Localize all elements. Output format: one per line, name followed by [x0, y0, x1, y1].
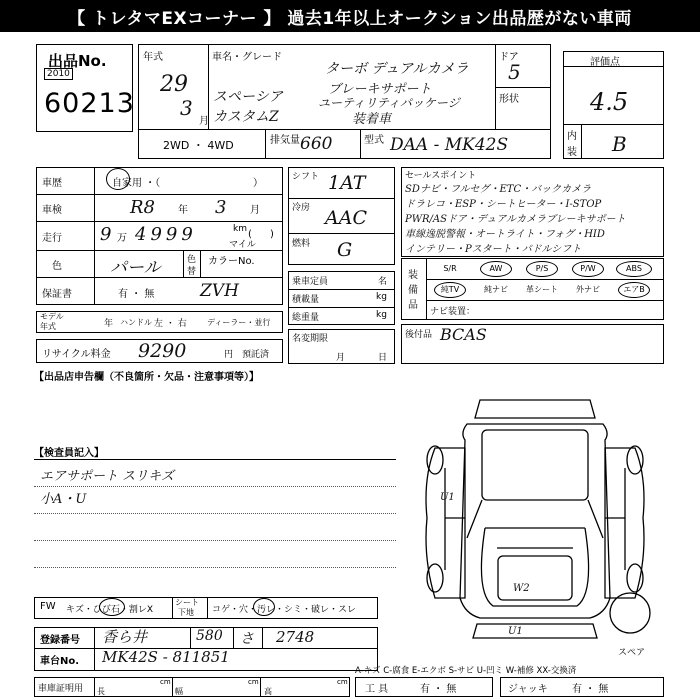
ac-value: AAC: [325, 207, 367, 229]
cc-label: 排気量: [270, 135, 300, 146]
color-code: ZVH: [200, 281, 239, 301]
chassis-label: 車台No.: [40, 656, 80, 667]
warranty-label: 保証書: [42, 289, 72, 300]
lot-label: 出品No.: [48, 52, 107, 70]
gross-label: 総重量: [292, 313, 320, 323]
fw-text-2: コゲ・穴・汚レ・シミ・破レ・スレ: [212, 605, 357, 615]
score-label: 評価点: [590, 57, 620, 68]
cert-dim-length: 長: [97, 687, 105, 696]
ac-label: 冷房: [292, 203, 311, 213]
jack-label: ジャッキ: [508, 684, 548, 695]
door-label: ドア: [499, 52, 519, 63]
inspector-title: 【検査員記入】: [34, 448, 104, 459]
capacity-unit: 名: [378, 277, 388, 287]
car-name: スペーシア: [213, 89, 283, 105]
car-roof-outline: [475, 400, 595, 418]
equip-ps-circle: [526, 261, 558, 277]
equip-ps: P/S: [535, 264, 549, 273]
history-circle: [106, 168, 130, 190]
score-value: 4.5: [590, 88, 629, 116]
plate-number: 2748: [276, 628, 315, 646]
inspection-label: 車検: [42, 205, 62, 216]
warranty-options: 有 ・ 無: [118, 289, 155, 300]
cert-dim-height: 高: [264, 687, 272, 696]
inspector-note-1: エアサポート スリキズ: [40, 469, 174, 484]
grade-4: 装着車: [352, 112, 392, 127]
recycle-label: リサイクル料金: [42, 349, 111, 360]
diagram-mark-1: U1: [440, 492, 455, 503]
cc-value: 660: [300, 134, 333, 154]
year-value: 29: [160, 72, 188, 97]
history-label: 車歴: [42, 178, 62, 189]
type-label: 型式: [364, 135, 384, 146]
sales-line-5: インテリー・Pスタート・パドルシフト: [405, 244, 582, 255]
fw-text-1: キズ・ひび石・割レX: [66, 605, 153, 615]
drive-label: 2WD ・ 4WD: [163, 139, 234, 152]
mileage-rest: 4999: [135, 224, 197, 245]
recycle-value: 9290: [138, 340, 187, 362]
navi-label: ナビ装置：: [430, 307, 476, 317]
grade-1: ターボ デュアルカメラ: [325, 61, 469, 77]
equip-pw-circle: [572, 261, 604, 277]
report-title: 【出品店申告欄（不良箇所・欠品・注意事項等）】: [34, 372, 259, 383]
jack-options: 有 ・ 無: [572, 684, 609, 695]
month-value: 3: [180, 96, 193, 120]
shift-label: シフト: [292, 172, 320, 182]
dealer-label: ディーラー・並行: [207, 318, 271, 327]
inspection-month: 3: [215, 197, 227, 218]
equip-pw: P/W: [580, 264, 596, 273]
name-label: 車名・グレード: [212, 52, 282, 63]
equip-ext-navi: 外ナビ: [576, 285, 600, 294]
fuel-value: G: [337, 239, 353, 261]
equip-sr: S/R: [443, 264, 457, 273]
mileage-label: 走行: [42, 233, 62, 244]
grade-2: ブレーキサポート: [328, 82, 432, 97]
equip-label-2: 備: [408, 285, 418, 296]
recycle-unit: 円: [224, 350, 234, 360]
plate-kana: さ: [240, 631, 254, 647]
handle-label: ハンドル: [120, 318, 152, 327]
fw-label: FW: [40, 601, 56, 612]
cert-dim-width: 幅: [175, 687, 183, 696]
grade-3: ユーティリティパッケージ: [318, 96, 460, 110]
car-bottom-outline: [473, 624, 597, 638]
header-title: 【 トレタマEXコーナー 】 過去1年以上オークション出品歴がない車両: [68, 9, 632, 29]
history-options: 自家用 ・（: [112, 178, 161, 189]
load-unit: kg: [376, 292, 387, 302]
year-label: 年式: [143, 52, 163, 63]
car-diagram: [405, 388, 665, 650]
sales-line-1: SDナビ・フルセグ・ETC・バックカメラ: [405, 184, 592, 195]
color-no-label: カラーNo.: [208, 256, 255, 267]
history-close: ）: [253, 178, 263, 189]
mileage-paren-open: (: [248, 229, 252, 240]
interior-label-2: 装: [567, 147, 577, 158]
extra-value: BCAS: [440, 325, 487, 344]
interior-label-1: 内: [567, 131, 577, 142]
equip-label-1: 装: [408, 270, 418, 281]
spare-tire-circle: [610, 593, 650, 633]
equip-leather: 革シート: [526, 285, 558, 294]
equip-aw: AW: [489, 264, 503, 273]
mod-label: 名変期限: [292, 334, 329, 344]
mod-unit-day: 日: [378, 353, 388, 363]
fw-circle-1: [99, 598, 125, 616]
color-change-2: 替: [187, 267, 197, 277]
equip-airbag-circle: [618, 282, 650, 298]
equip-abs-circle: [616, 261, 652, 277]
equip-aw-circle: [480, 261, 512, 277]
cert-cm-3: cm: [337, 678, 348, 686]
chassis-number: MK42S - 811851: [102, 648, 230, 666]
car-name-2: カスタムZ: [213, 109, 279, 125]
model-year-label-2: 年式: [40, 322, 56, 331]
cert-label: 車庫証明用: [38, 684, 84, 694]
car-top-roof: [482, 430, 588, 500]
sales-label: セールスポイント: [405, 171, 477, 181]
type-value: DAA - MK42S: [390, 135, 509, 155]
recycle-note: 預託済: [242, 350, 270, 360]
cert-cm-1: cm: [160, 678, 171, 686]
mod-unit: 月: [336, 353, 346, 363]
color-value: パール: [110, 258, 161, 278]
legend-text: A-キズ C-腐食 E-エクボ S-サビ U-凹ミ W-補修 XX-交換済: [355, 666, 577, 676]
km-unit: km: [233, 224, 247, 234]
shape-label: 形状: [499, 94, 519, 105]
plate-region: 香ら井: [102, 628, 148, 646]
inspection-year-unit: 年: [178, 205, 188, 216]
sales-line-2: ドラレコ・ESP・シートヒーター・I-STOP: [405, 199, 602, 210]
fw-seat-1: シート: [175, 598, 199, 607]
color-change-1: 色: [187, 255, 197, 265]
interior-value: B: [612, 132, 627, 156]
car-front-left-pillar: [467, 500, 603, 538]
equip-abs: ABS: [626, 264, 642, 273]
wheel-fr: [627, 446, 643, 474]
wheel-fl: [427, 446, 443, 474]
model-year-label-1: モデル: [40, 312, 64, 321]
capacity-label: 乗車定員: [292, 277, 329, 287]
fw-circle-2: [253, 598, 275, 616]
equip-tv: 純TV: [440, 285, 460, 294]
inspection-month-unit: 月: [250, 205, 260, 216]
gross-unit: kg: [376, 310, 387, 320]
fuel-label: 燃料: [292, 239, 311, 249]
tools-options: 有 ・ 無: [420, 684, 457, 695]
month-unit: 月: [199, 116, 209, 127]
plate-class: 580: [196, 628, 223, 644]
lot-year-badge: 2010: [44, 68, 73, 80]
equip-airbag: エアB: [623, 285, 645, 294]
equip-label-3: 品: [408, 300, 418, 311]
mileage-man: 9: [100, 224, 112, 245]
diagram-mark-2: W2: [513, 583, 530, 594]
mile-unit: マイル: [229, 240, 256, 250]
fw-seat-2: 下地: [178, 608, 194, 617]
shift-value: 1AT: [328, 172, 366, 194]
door-value: 5: [508, 60, 521, 84]
plate-label: 登録番号: [40, 635, 80, 646]
handle-options: 左 ・ 右: [154, 319, 187, 329]
spare-label: スペア: [618, 648, 646, 658]
sales-line-3: PWR/ASドア・デュアルカメラブレーキサポート: [405, 214, 626, 225]
tools-label: 工 具: [365, 684, 389, 695]
load-label: 積載量: [292, 295, 320, 305]
model-year-unit: 年: [104, 319, 114, 329]
cert-cm-2: cm: [248, 678, 259, 686]
diagram-mark-3: U1: [508, 626, 523, 637]
equip-tv-circle: [434, 282, 466, 298]
mileage-paren-close: ): [270, 229, 274, 240]
equip-navi: 純ナビ: [484, 285, 508, 294]
extra-label: 後付品: [405, 330, 433, 340]
inspection-year: R8: [130, 197, 156, 218]
inspector-note-2: 小A・U: [40, 492, 87, 507]
color-label: 色: [52, 261, 62, 272]
sales-line-4: 車線逸脱警報・オートライト・フォグ・HID: [405, 229, 605, 240]
lot-number: 60213: [44, 88, 135, 119]
mileage-man-unit: 万: [117, 233, 127, 244]
